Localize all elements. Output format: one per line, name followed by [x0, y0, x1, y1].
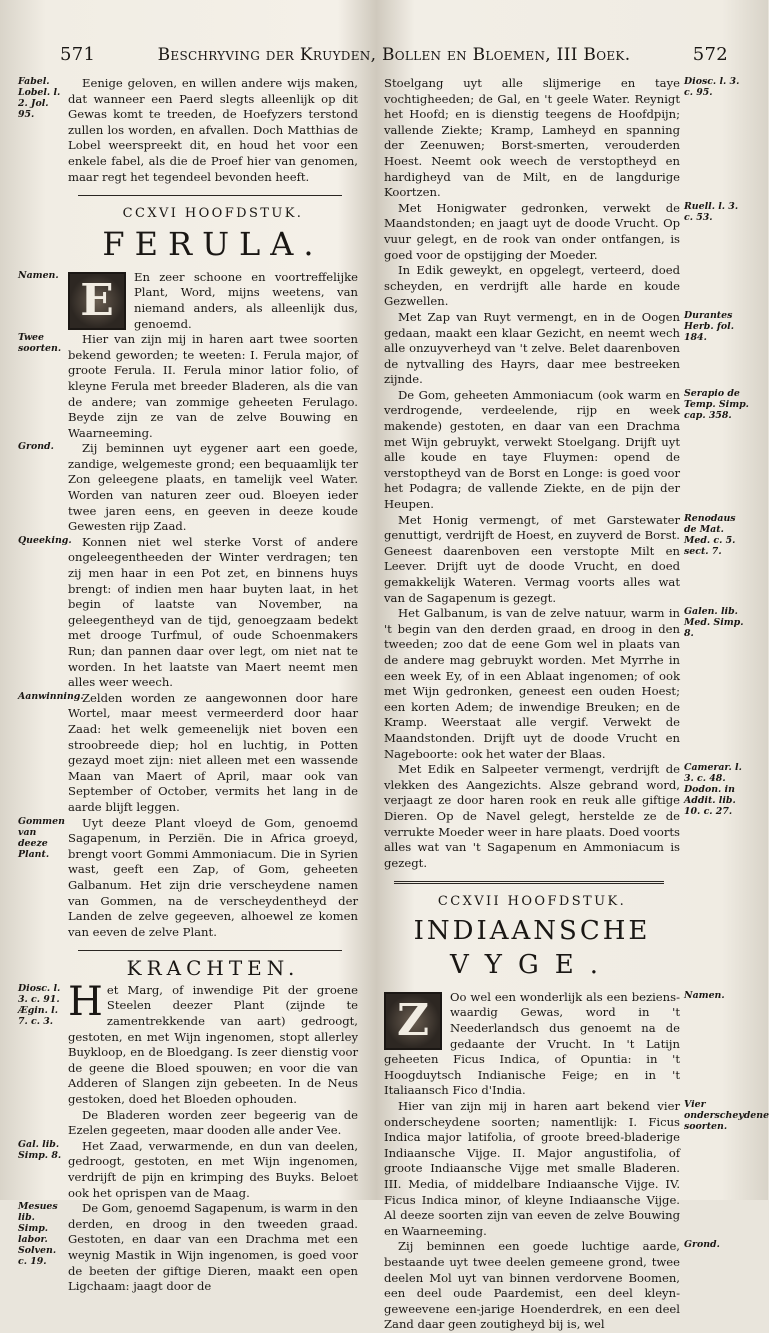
chapter-heading-line-2: VYGE.	[450, 949, 614, 980]
paragraph-zaad	[18, 1138, 358, 1201]
margin-note: Diosc. l. 3. c. 91. Ægin. l. 7. c. 3.	[18, 982, 61, 1027]
paragraph-stoelgang	[384, 76, 740, 201]
paragraph-text: Met Edik en Salpeeter vermengt, verdrijft de vlekken des Aangezichts. Alsze gebrand word, verjaagt ze door haren rook en reuk alle giftige Dieren. Op de Navel gelegt, herstelde ze de verrukte Moeder weer in hare plaats. Doed voorts alles wat van 't Sagapenum en Ammoniacum is gezegt.	[384, 762, 680, 870]
left-column	[18, 76, 358, 1295]
margin-note: Renodaus de Mat. Med. c. 5. sect. 7.	[684, 512, 736, 557]
margin-note: Vier onderscheydene soorten.	[684, 1099, 769, 1133]
chapter-heading: FERULA.	[102, 224, 324, 263]
margin-note: Grond.	[684, 1239, 720, 1251]
page-header	[60, 44, 728, 70]
ornamental-initial: Z	[384, 992, 442, 1050]
paragraph-fabel	[18, 76, 358, 185]
paragraph-text: Eenige geloven, en willen andere wijs maken, dat wanneer een Paerd slegts alleenlijk op dit Gewas komt te treeden, de Hoefyzers terstond zullen los worden, en afvallen. Doch Matthias de Lobel weerspreekt dit, en houd het voor een enkele fabel, als die de Proef hier van genomen, maar regt het tegendeel bevonden heeft.	[68, 76, 358, 184]
paragraph-namen-right	[384, 989, 725, 1099]
margin-note: Diosc. l. 3. c. 95.	[684, 76, 740, 98]
paragraph-text: Met Honig vermengt, of met Garstewater genuttigt, verdrijft de Hoest, en zuyverd de Borst. Geneest daarenboven een verstopte Milt en Leever. Drijft uyt de doode Vrucht, en doed gemakkelijk Wateren. Vermag voorts alles wat van de Sagapenum is gezegt.	[384, 512, 680, 605]
paragraph-text: Oo wel een wonderlijk als een beziens-waardig Gewas, word in 't Neederlandsch dus genoemt na de gedaante der Vrucht. In 't Latijn geheeten Ficus Indica, of Opuntia: in 't Hoogduytsch Indianische Feige; en in 't Italiaansch Fico d'India.	[384, 989, 680, 1098]
paragraph-namen	[18, 269, 358, 332]
margin-note: Gal. lib. Simp. 8.	[18, 1138, 62, 1161]
paragraph-soorten	[18, 332, 358, 441]
chapter-heading-line-1: INDIAANSCHE	[413, 915, 651, 946]
paragraph-text: En zeer schoone en voortreffelijke Plant, Word, mijns weetens, van niemand anders, als alleenlijk dus, genoemd.	[134, 269, 358, 331]
paragraph-gommen	[18, 815, 358, 941]
margin-note: Serapio de Temp. Simp. cap. 358.	[684, 387, 749, 421]
paragraph-text: Met Honigwater gedronken, verwekt de Maandstonden; en jaagt uyt de doode Vrucht. Op vuur gelegt, en de rook van onder ontfangen, is goed voor de opstijging der Moeder.	[384, 200, 680, 262]
section-heading: KRACHTEN.	[126, 956, 300, 981]
paragraph-text: De Gom, geheeten Ammoniacum (ook warm en verdrogende, verdeelende, rijp en week makende) gestoten, en daar van een Drachma met Wijn gebruykt, verwekt Stoelgang. Drijft uyt alle koude en taye Fluymen: opend de verstoptheyd van de Borst en Longe: is goed voor het Podagra; de vallende Ziekte, en de pijn der Heupen.	[384, 387, 680, 512]
paragraph-queeking	[18, 534, 358, 691]
paragraph-text: Stoelgang uyt alle slijmerige en taye vochtigheeden; de Gal, en 't geele Water. Reynigt het Hoofd; en is dienstig teegens de Hoofdpijn; vallende Ziekte; Kramp, Lamheyd en spanning der Zeenuwen; Borst-smerten, verouderden Hoest. Neemt ook weech de verstoptheyd en hardigheyd van de Milt, en de langdurige Koortzen.	[384, 76, 680, 200]
margin-note: Galen. lib. Med. Simp. 8.	[684, 606, 744, 640]
margin-note: Aanwinning.	[18, 690, 84, 702]
paragraph-gom	[18, 1201, 358, 1295]
chapter-number: CCXVII HOOFDSTUK.	[437, 894, 627, 910]
divider	[394, 881, 664, 884]
paragraph-text: Konnen niet wel sterke Vorst of andere ongeleegentheeden der Winter verdragen; ten zij men haar in een Pot zet, en binnens huys brengt: of indien men haar buyten laat, in het begin of laatste van November, na geleegentheyd van de tijd, genoegzaam bedekt met drooge Turfmul, of oude Schoenmakers Run; dan pannen daar over legt, om niet nat te worden. In het laatste van Maert neemt men alles weer weech.	[68, 534, 358, 690]
margin-note: Ruell. l. 3. c. 53.	[684, 200, 739, 223]
paragraph-honigwater	[384, 200, 739, 263]
paragraph-aanwinning	[18, 690, 358, 816]
initial-letter: H	[68, 978, 103, 1025]
paragraph-text: Zij beminnen een goede luchtige aarde, bestaande uyt twee deelen gemeene grond, twee deelen Mol uyt van binnen verdorvene Boomen, een deel oude Paardemist, een deel kleyn-geweevene een-jarige Hoenderdrek, en een deel Zand daar geen zoutigheyd bij is, wel	[384, 1239, 680, 1332]
margin-note: Namen.	[18, 269, 59, 281]
paragraph-text: Zij beminnen uyt eygener aart een goede, zandige, welgemeste grond; een bequaamlijk ter Zon geleegene plaats, en tamelijk veel Water. Worden van naturen zeer oud. Bloeyen ieder twee jaren eens, en geeven in deeze koude Gewesten rijp Zaad.	[68, 441, 358, 534]
margin-note: Queeking.	[18, 534, 72, 546]
paragraph-bladeren	[68, 1108, 358, 1139]
ornamental-initial: E	[68, 272, 126, 330]
paragraph-grond	[18, 441, 358, 535]
margin-note: Camerar. l. 3. c. 48. Dodon. in Addit. lib. 10. c. 27.	[684, 762, 742, 818]
margin-note: Grond.	[18, 441, 54, 453]
paragraph-text: Het Galbanum, is van de zelve natuur, warm in 't begin van den derden graad, en droog in den tweeden; zoo dat de eene Gom wel in plaats van de andere mag gebruykt worden. Met Myrrhe in een week Ey, of in een Ablaat ingenomen; of ook met Wijn gedronken, geneest een ouden Hoest; een korten Adem; de inwendige Breuken; en de Kramp. Weerstaat alle vergif. Verwekt de Maandstonden. Drijft uyt de doode Vrucht en Nageboorte: ook het water der Blaas.	[384, 606, 680, 761]
paragraph-text: Hier van zijn mij in haren aart bekend vier onderscheydene soorten; namentlijk: I. Ficus Indica major latifolia, of groote breed-bladerige Indiaansche Vijge. II. Major angustifolia, of groote Indiaansche Vijge met smalle Bladeren. III. Media, of middelbare Indiaansche Vijge. IV. Ficus Indica minor, of kleyne Indiaansche Vijge. Al deeze soorten zijn van eeven de zelve Bouwing en Waarneeming.	[384, 1099, 680, 1238]
margin-note: Mesues lib. Simp. labor. Solven. c. 19.	[18, 1201, 58, 1268]
paragraph-text: Hier van zijn mij in haren aart twee soorten bekend geworden; te weeten: I. Ferula major, of groote Ferula. II. Ferula minor latior folio, of kleyne Ferula met breeder Bladeren, als die van de andere; van zommige geheeten Ferulago. Beyde zijn ze van de zelve Bouwing en Waarneeming.	[68, 332, 358, 440]
paragraph-honig	[384, 512, 736, 607]
paragraph-ammoniacum	[384, 387, 749, 513]
paragraph-text: De Gom, genoemd Sagapenum, is warm in den derden, en droog in den tweeden graad. Gestoten, en daar van een Drachma met een weynig Mastik in Wijn ingenomen, is goed voor de beeten der giftige Dieren, maakt een open Ligchaam: jaagt door de	[68, 1201, 358, 1294]
paragraph-text: Zelden worden ze aangewonnen door hare Wortel, maar meest vermeerderd door haar Zaad: het welk gemeenelijk niet boven een stroobreede diep; hol en luchtig, in Potten gezayd moet zijn: niet alleen met een wassende Maan van Maert of April, maar ook van September of October, vermits het lang in de aarde blijft leggen.	[68, 690, 358, 814]
running-title: Beschryving der Kruyden, Bollen en Bloemen, III Boek.	[157, 45, 631, 65]
divider	[78, 950, 342, 951]
margin-note: Gommen van deeze Plant.	[18, 815, 65, 860]
margin-note: Twee soorten.	[18, 332, 62, 355]
paragraph-text: Uyt deeze Plant vloeyd de Gom, genoemd Sagapenum, in Perziën. Die in Africa groeyd, brengt voort Gommi Ammoniacum. Die in Syrien wast, geeft een Zap, of Gom, geheeten Galbanum. Het zijn drie verscheydene namen van Gommen, na de verscheydentheyd der Landen de zelve gegeeven, alhoewel ze komen van eeven de zelve Plant.	[68, 815, 358, 939]
margin-note: Durantes Herb. fol. 184.	[684, 309, 734, 343]
divider	[78, 195, 342, 196]
paragraph-text: De Bladeren worden zeer begeerig van de Ezelen gegeeten, maar dooden alle ander Vee.	[68, 1107, 358, 1138]
paragraph-edik	[384, 263, 680, 310]
paragraph-salpeeter	[384, 762, 742, 871]
paragraph-marg	[18, 978, 358, 1108]
paragraph-text: et Marg, of inwendige Pit der groene Steelen deezer Plant (zijnde te zamentrekkende van aart) gedroogt, gestoten, en met Wijn ingenomen, stopt allerley Buykloop, en de Bloedgang. Is zeer dienstig voor de geene die Bloed spouwen; en voor die van Adderen of Slangen zijn gebeeten. In de Neus gestoken, doed het Bloeden ophouden.	[68, 982, 358, 1107]
right-page-number: 572	[692, 44, 728, 65]
right-column	[384, 76, 769, 1333]
paragraph-grond-right	[384, 1239, 720, 1333]
margin-note: Namen.	[684, 989, 725, 1001]
paragraph-vier-soorten	[384, 1099, 769, 1239]
paragraph-text: In Edik geweykt, en opgelegt, verteerd, doed scheyden, en verdrijft alle harde en koude Gezwellen.	[384, 263, 680, 309]
paragraph-text: Met Zap van Ruyt vermengt, en in de Oogen gedaan, maakt een klaar Gezicht, en neemt wech alle onzuyverheyd van 't zelve. Belet daarenboven de nytvalling des Hayrs, daar mee bestreeken zijnde.	[384, 309, 680, 387]
paragraph-ruyt	[384, 309, 734, 388]
left-page-number: 571	[60, 44, 96, 65]
margin-note: Fabel. Lobel. l. 2. Jol. 95.	[18, 76, 61, 120]
paragraph-galbanum	[384, 606, 744, 762]
chapter-number: CCXVI HOOFDSTUK.	[122, 206, 304, 222]
paragraph-text: Het Zaad, verwarmende, en dun van deelen, gedroogt, gestoten, en met Wijn ingenomen, verdrijft de pijn en krimping des Buyks. Beloet ook het oprispen van de Maag.	[68, 1138, 358, 1200]
